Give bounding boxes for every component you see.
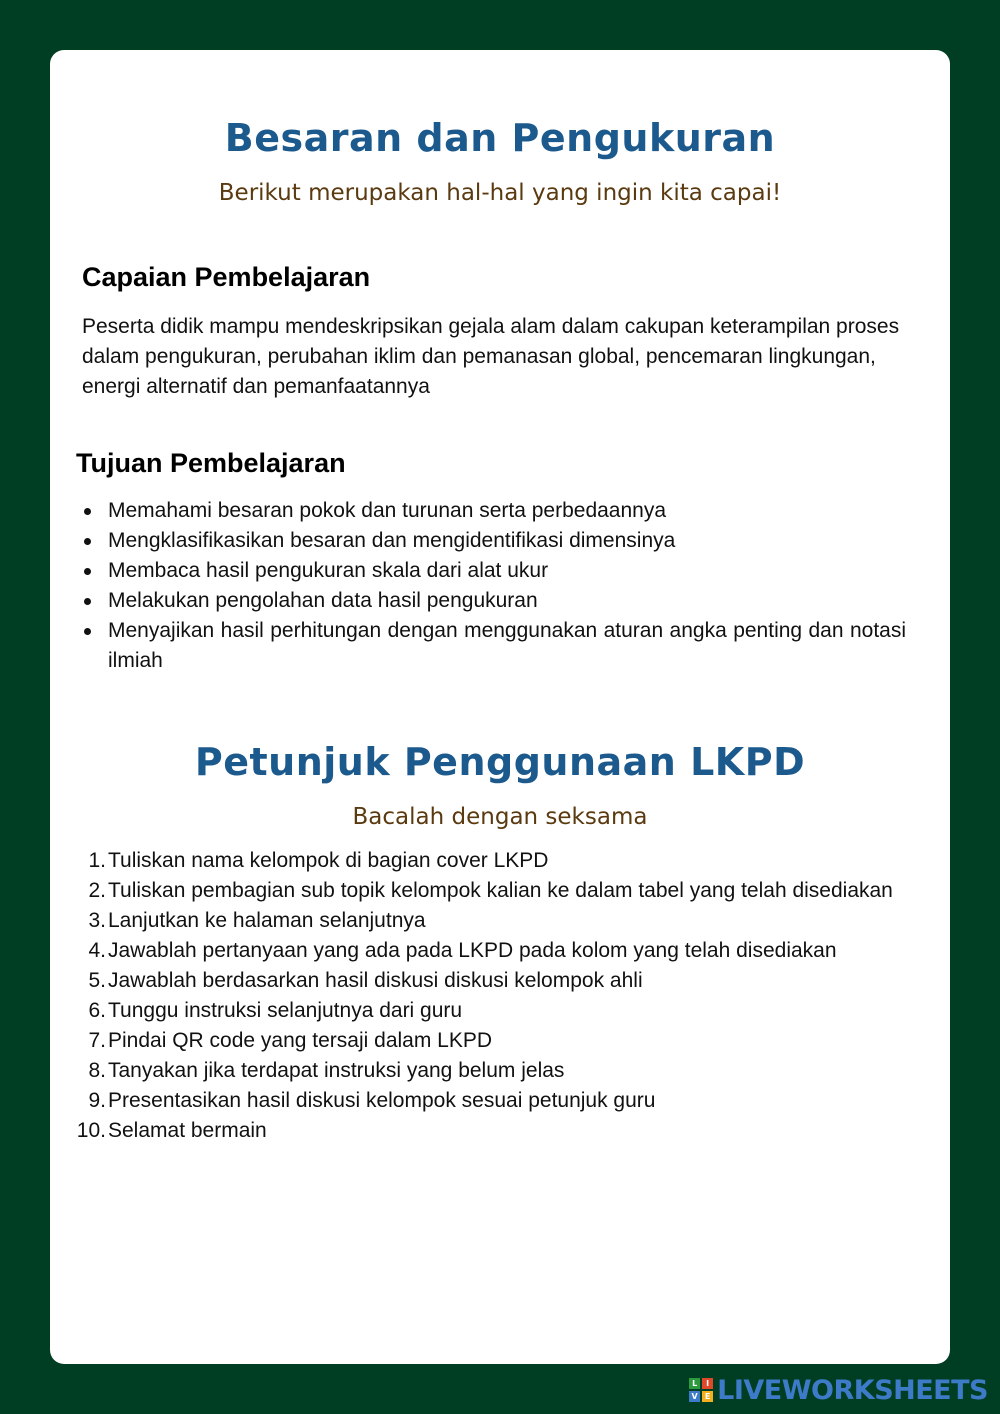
capaian-heading: Capaian Pembelajaran <box>82 262 371 292</box>
step-text: Pindai QR code yang tersaji dalam LKPD <box>108 1029 493 1052</box>
list-item <box>80 556 906 586</box>
step-text: Tunggu instruksi selanjutnya dari guru <box>108 999 463 1022</box>
step-number: 8. <box>88 1059 106 1082</box>
page-subtitle: Berikut merupakan hal-hal yang ingin kita capai! <box>218 180 782 206</box>
step-text: Selamat bermain <box>108 1119 267 1142</box>
step-text: Presentasikan hasil diskusi kelompok sesuai petunjuk guru <box>108 1089 656 1112</box>
tujuan-list <box>80 496 906 676</box>
list-item <box>70 966 906 996</box>
badge-letter: L <box>689 1378 700 1389</box>
step-text: Jawablah pertanyaan yang ada pada LKPD pada kolom yang telah disediakan <box>108 939 837 962</box>
bullet-icon <box>84 628 91 635</box>
step-number: 6. <box>88 999 106 1022</box>
step-text: Tuliskan pembagian sub topik kelompok kalian ke dalam tabel yang telah disediakan <box>108 879 893 902</box>
list-item <box>70 846 906 876</box>
list-item <box>80 616 906 676</box>
page-title: Besaran dan Pengukuran <box>224 116 776 160</box>
step-number: 4. <box>88 939 106 962</box>
tujuan-item-text: Memahami besaran pokok dan turunan serta perbedaannya <box>108 499 667 522</box>
step-number: 7. <box>88 1029 106 1052</box>
bullet-icon <box>84 508 91 515</box>
petunjuk-title: Petunjuk Penggunaan LKPD <box>194 740 806 784</box>
tujuan-item-text: Mengklasifikasikan besaran dan mengidentifikasi dimensinya <box>108 529 676 552</box>
tujuan-item-text: Melakukan pengolahan data hasil pengukuran <box>108 589 538 612</box>
bullet-icon <box>84 568 91 575</box>
petunjuk-subtitle: Bacalah dengan seksama <box>352 804 648 830</box>
step-text: Lanjutkan ke halaman selanjutnya <box>108 909 426 932</box>
step-text: Tuliskan nama kelompok di bagian cover LKPD <box>108 849 549 872</box>
bullet-icon <box>84 538 91 545</box>
step-number: 5. <box>88 969 106 992</box>
step-text: Jawablah berdasarkan hasil diskusi diskusi kelompok ahli <box>108 969 643 992</box>
list-item <box>80 586 906 616</box>
liveworksheets-logo[interactable] <box>689 1374 988 1406</box>
list-item <box>80 526 906 556</box>
list-item <box>70 1116 906 1146</box>
badge-letter: E <box>702 1391 713 1402</box>
list-item <box>80 496 906 526</box>
step-number: 3. <box>88 909 106 932</box>
tujuan-heading: Tujuan Pembelajaran <box>76 448 346 478</box>
step-number: 2. <box>88 879 106 902</box>
step-number: 9. <box>88 1089 106 1112</box>
petunjuk-list <box>70 846 906 1146</box>
step-text: Tanyakan jika terdapat instruksi yang belum jelas <box>108 1059 565 1082</box>
liveworksheets-logo-text: LIVEWORKSHEETS <box>717 1374 988 1406</box>
badge-letter: V <box>689 1391 700 1402</box>
list-item <box>70 906 906 936</box>
list-item <box>70 1086 906 1116</box>
list-item <box>70 876 906 906</box>
step-number: 10. <box>76 1119 106 1142</box>
list-item <box>70 1026 906 1056</box>
list-item <box>70 936 906 966</box>
capaian-text: Peserta didik mampu mendeskripsikan gejala alam dalam cakupan keterampilan proses dalam pengukuran, perubahan iklim dan pemanasan global, pencemaran lingkungan, energi alternatif dan pemanfaatannya <box>82 315 900 398</box>
list-item <box>70 1056 906 1086</box>
bullet-icon <box>84 598 91 605</box>
tujuan-item-text: Menyajikan hasil perhitungan dengan menggunakan aturan angka penting dan notasi ilmiah <box>108 619 906 672</box>
list-item <box>70 996 906 1026</box>
worksheet-page <box>50 50 950 1364</box>
step-number: 1. <box>88 849 106 872</box>
badge-letter: I <box>702 1378 713 1389</box>
tujuan-item-text: Membaca hasil pengukuran skala dari alat ukur <box>108 559 549 582</box>
liveworksheets-badge-icon <box>689 1378 713 1402</box>
